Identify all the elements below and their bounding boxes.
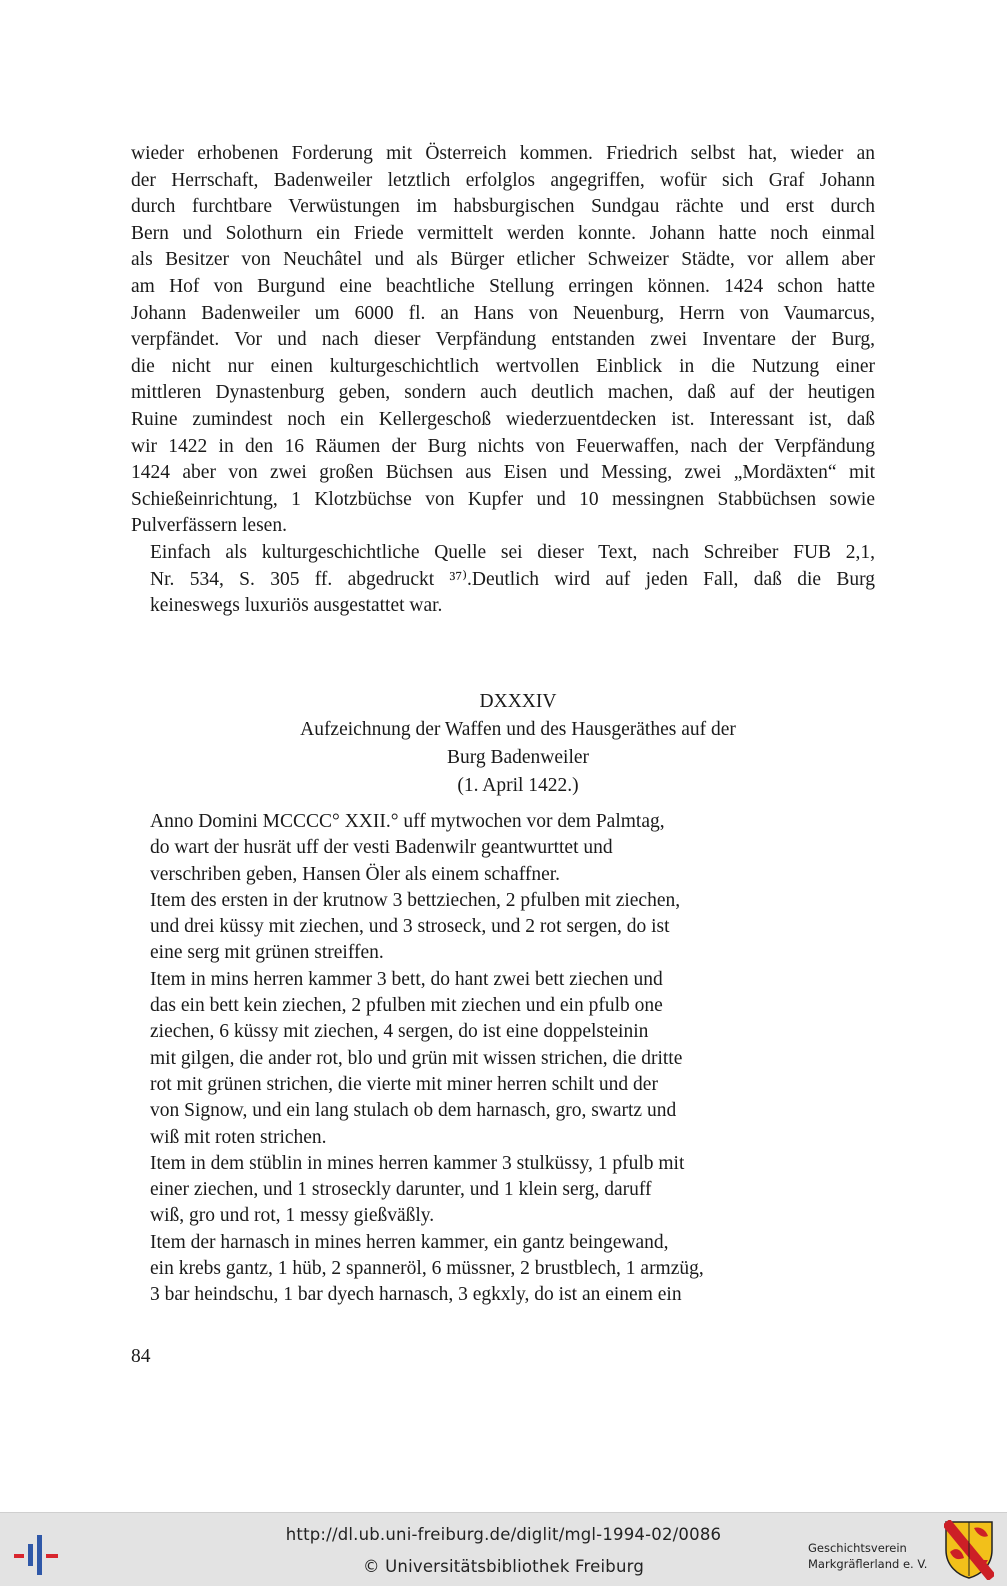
document-line: rot mit grünen strichen, die vierte mit miner herren schilt und der (150, 1073, 658, 1095)
viewer-footer (0, 1512, 1007, 1586)
text-line: 1424 aber von zwei großen Büchsen aus Eisen und Messing, zwei „Mordäxten“ mit (131, 462, 875, 484)
society-name-line-1: Geschichtsverein (808, 1541, 907, 1555)
text-line: mittleren Dynastenburg geben, sondern auch deutlich machen, daß auf der heutigen (131, 382, 875, 404)
text-line: der Herrschaft, Badenweiler letztlich erfolglos angegriffen, wofür sich Graf Johann (131, 169, 875, 191)
text-line: verpfändet. Vor und nach dieser Verpfändung entstanden zwei Inventare der Burg, (131, 329, 875, 351)
document-line: Item in mins herren kammer 3 bett, do hant zwei bett ziechen und (150, 968, 663, 990)
document-line: das ein bett kein ziechen, 2 pfulben mit ziechen und ein pfulb one (150, 995, 663, 1017)
document-line: wiß, gro und rot, 1 messy gießväßly. (150, 1205, 435, 1227)
document-line: einer ziechen, und 1 stroseckly darunter, und 1 klein serg, daruff (150, 1179, 652, 1201)
body-paragraph (131, 540, 875, 620)
document-title-line-1: Aufzeichnung der Waffen und des Hausgeräthes auf der (300, 719, 736, 740)
page-number: 84 (131, 1346, 151, 1367)
text-line: am Hof von Burgund eine beachtliche Stellung erringen können. 1424 schon hatte (131, 275, 875, 297)
text-line: durch furchtbare Verwüstungen im habsburgischen Sundgau rächte und erst durch (131, 196, 875, 218)
text-line: wieder erhobenen Forderung mit Österreich kommen. Friedrich selbst hat, wieder an (131, 143, 875, 164)
society-name-line-2: Markgräflerland e. V. (808, 1557, 928, 1571)
text-line: Ruine zumindest noch ein Kellergeschoß wiederzuentdecken ist. Interessant ist, daß (131, 408, 875, 430)
text-line: Bern und Solothurn ein Friede vermittelt werden konnte. Johann hatte noch einmal (131, 222, 875, 244)
coat-of-arms-icon[interactable] (944, 1520, 994, 1580)
text-line: als Besitzer von Neuchâtel und als Bürger etlicher Schweizer Städte, vor allem aber (131, 249, 875, 271)
document-line: ziechen, 6 küssy mit ziechen, 4 sergen, do ist eine doppelsteinin (150, 1021, 649, 1043)
transcribed-document (150, 809, 790, 1309)
body-text (131, 141, 875, 620)
document-line: Item des ersten in der krutnow 3 bettziechen, 2 pfulben mit ziechen, (150, 889, 681, 911)
document-line: Anno Domini MCCCC° XXII.° uff mytwochen vor dem Palmtag, (150, 811, 665, 832)
body-paragraph (131, 141, 875, 540)
permalink-url[interactable]: http://dl.ub.uni-freiburg.de/diglit/mgl-1994-02/0086 (285, 1525, 722, 1544)
text-line: wir 1422 in den 16 Räumen der Burg nichts von Feuerwaffen, nach der Verpfändung (131, 435, 875, 457)
document-line: von Signow, und ein lang stulach ob dem harnasch, gro, swartz und (150, 1100, 677, 1122)
document-line: ein krebs gantz, 1 hüb, 2 spanneröl, 6 müssner, 2 brustblech, 1 armzüg, (150, 1258, 704, 1280)
text-line: keineswegs luxuriös ausgestattet war. (150, 595, 443, 617)
document-line: und drei küssy mit ziechen, und 3 stroseck, und 2 rot sergen, do ist (150, 916, 670, 938)
text-line: Einfach als kulturgeschichtliche Quelle sei dieser Text, nach Schreiber FUB 2,1, (150, 541, 875, 563)
document-line: Item der harnasch in mines herren kammer, ein gantz beingewand, (150, 1231, 669, 1253)
document-line: mit gilgen, die ander rot, blo und grün mit wissen strichen, die dritte (150, 1047, 683, 1069)
text-line: Johann Badenweiler um 6000 fl. an Hans von Neuenburg, Herrn von Vaumarcus, (131, 302, 875, 324)
document-title-line-2: Burg Badenweiler (446, 747, 590, 768)
document-heading (200, 688, 836, 800)
document-line: eine serg mit grünen streiffen. (150, 942, 384, 964)
copyright-notice: © Universitätsbibliothek Freiburg (362, 1557, 644, 1576)
text-line: Pulverfässern lesen. (131, 515, 287, 537)
document-line: 3 bar heindschu, 1 bar dyech harnasch, 3 egkxly, do ist an einem ein (150, 1284, 682, 1306)
document-line: wiß mit roten strichen. (150, 1126, 327, 1148)
society-name (808, 1540, 938, 1572)
text-line: die nicht nur einen kulturgeschichtlich wertvollen Einblick in die Nutzung einer (131, 355, 875, 377)
document-line: verschriben geben, Hansen Öler als einem schaffner. (150, 863, 561, 885)
document-line: Item in dem stüblin in mines herren kammer 3 stulküssy, 1 pfulb mit (150, 1152, 685, 1174)
text-line: Schießeinrichtung, 1 Klotzbüchse von Kupfer und 10 messingnen Stabbüchsen sowie (131, 488, 875, 510)
document-date: (1. April 1422.) (457, 775, 579, 796)
text-line: Nr. 534, S. 305 ff. abgedruckt ³⁷⁾.Deutlich wird auf jeden Fall, daß die Burg (150, 568, 875, 590)
document-number: DXXXIV (479, 691, 557, 712)
document-line: do wart der husrät uff der vesti Badenwilr geantwurttet und (150, 837, 613, 859)
